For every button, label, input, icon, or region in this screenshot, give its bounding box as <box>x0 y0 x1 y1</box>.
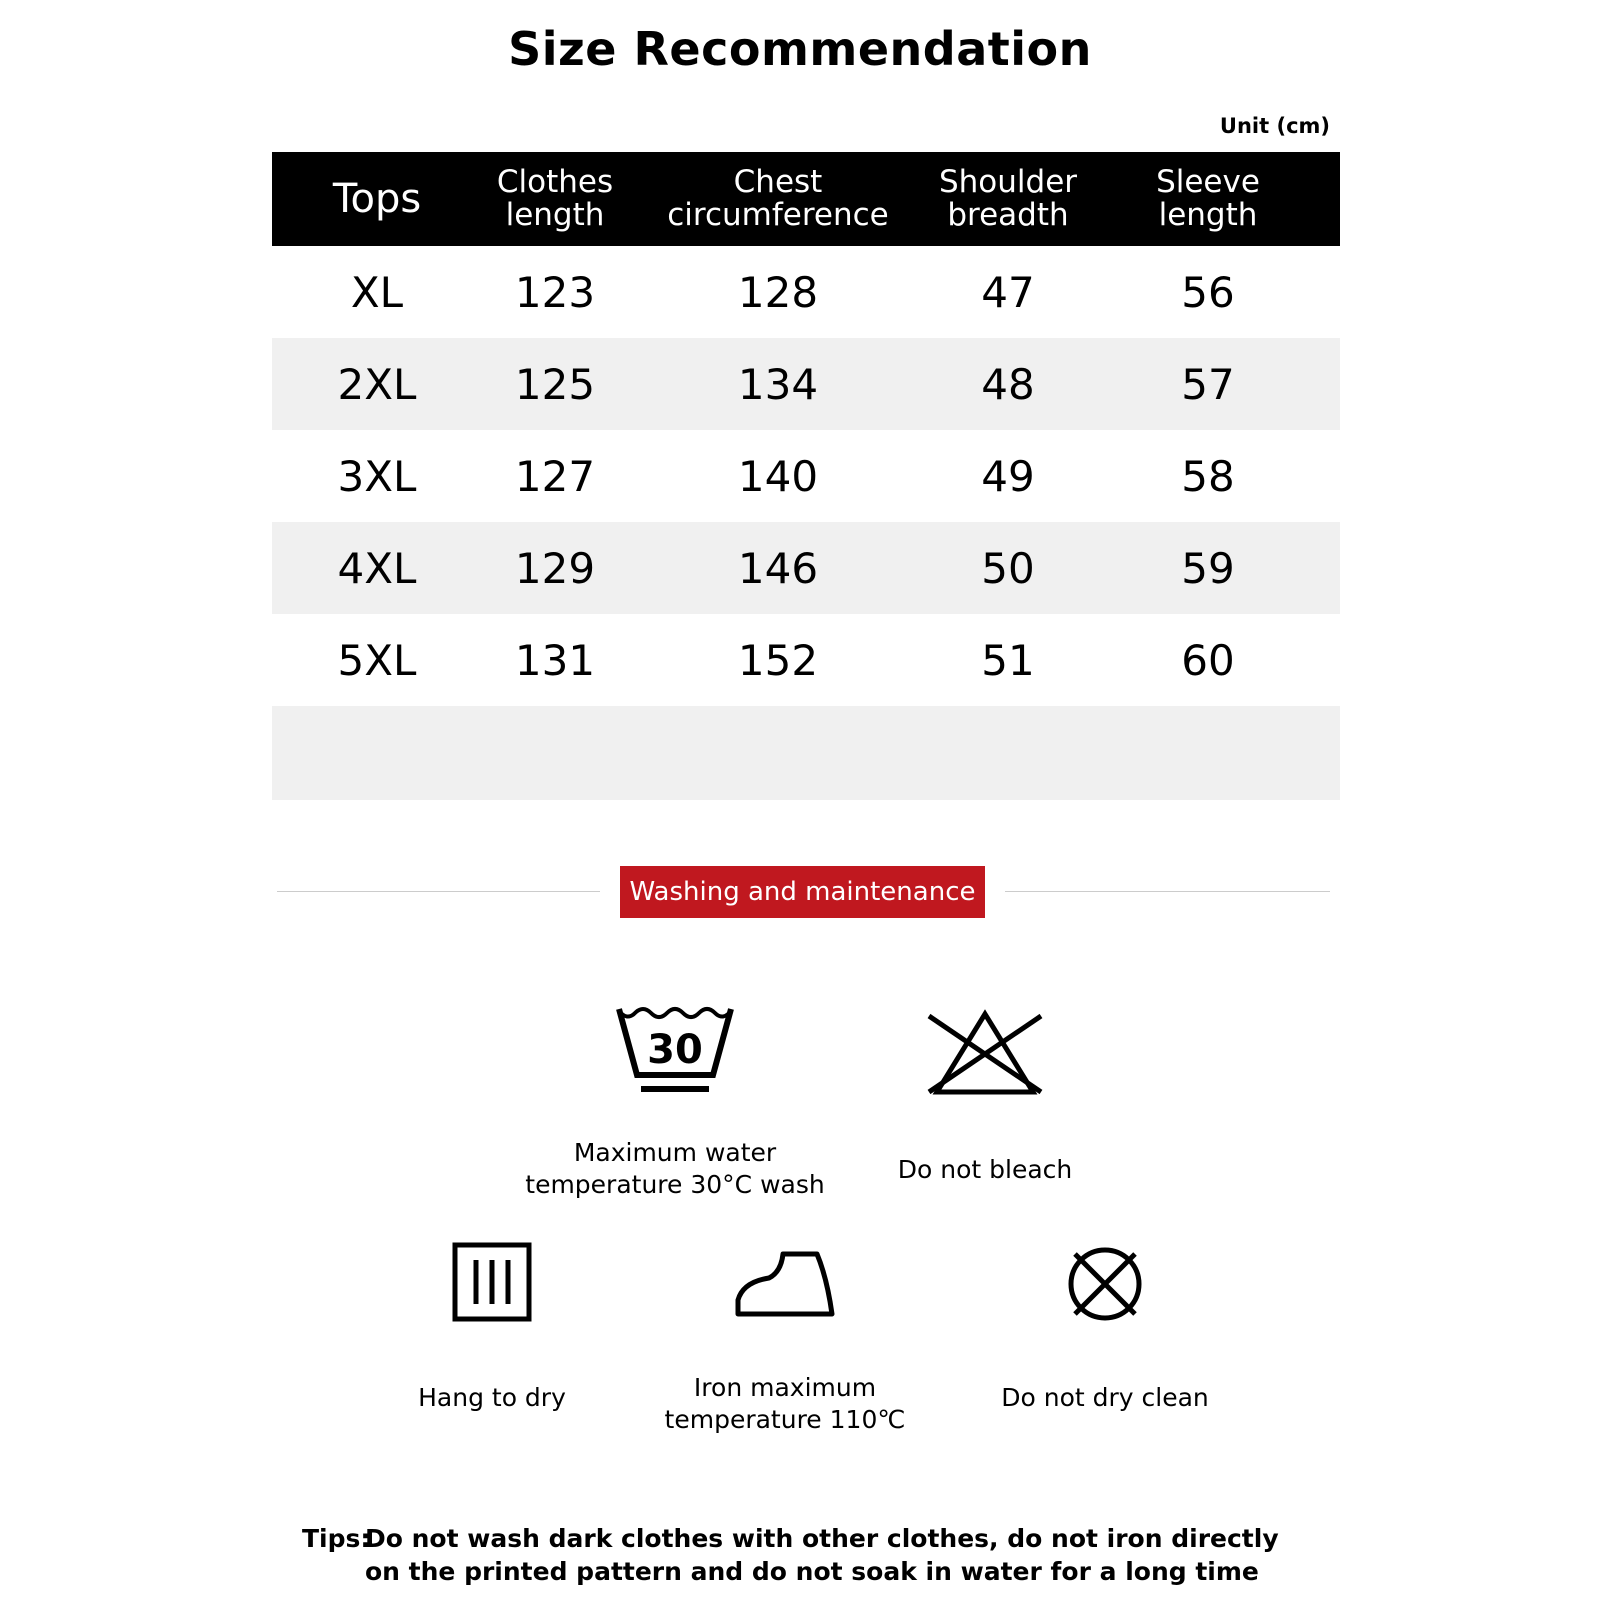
care-item-bleach <box>860 1008 1110 1186</box>
wash-30-icon <box>615 1005 735 1095</box>
care-item-wash <box>525 1005 825 1201</box>
shoulder-cell: 49 <box>981 451 1035 501</box>
table-row <box>272 614 1340 706</box>
iron-110-icon <box>735 1248 835 1318</box>
sleeve-cell: 59 <box>1181 543 1235 593</box>
size-cell: 5XL <box>337 635 417 685</box>
chest-cell: 128 <box>737 267 819 317</box>
header-tops: Tops <box>332 175 422 222</box>
care-label-iron: Iron maximum temperature 110℃ <box>664 1373 906 1434</box>
shoulder-cell: 50 <box>981 543 1035 593</box>
table-row <box>272 246 1340 338</box>
header-shoulder-breadth: Shoulder breadth <box>938 164 1078 233</box>
table-row <box>272 338 1340 430</box>
table-row <box>272 430 1340 522</box>
sleeve-cell: 57 <box>1181 359 1235 409</box>
divider-left <box>277 891 600 892</box>
size-cell: 3XL <box>337 451 417 501</box>
header-chest-circumference: Chest circumference <box>667 164 889 233</box>
sleeve-cell: 56 <box>1181 267 1235 317</box>
shoulder-cell: 51 <box>981 635 1035 685</box>
tips-prefix: Tips: <box>302 1524 371 1553</box>
care-item-dry-clean <box>965 1244 1245 1414</box>
size-cell: XL <box>350 267 404 317</box>
size-cell: 4XL <box>337 543 417 593</box>
chest-cell: 146 <box>737 543 819 593</box>
do-not-bleach-icon <box>925 1008 1045 1098</box>
do-not-dry-clean-icon <box>1065 1244 1145 1324</box>
clothes-length-cell: 125 <box>514 359 596 409</box>
care-item-hang <box>372 1242 612 1414</box>
table-header <box>272 152 1340 246</box>
care-label-bleach: Do not bleach <box>897 1155 1073 1184</box>
chest-cell: 134 <box>737 359 819 409</box>
clothes-length-cell: 123 <box>514 267 596 317</box>
tips <box>302 1522 1322 1588</box>
table-row <box>272 522 1340 614</box>
shoulder-cell: 47 <box>981 267 1035 317</box>
tips-text: Do not wash dark clothes with other clothes, do not iron directly on the printed pattern and do not soak in water for a long time <box>365 1524 1279 1586</box>
divider-right <box>1005 891 1330 892</box>
chest-cell: 152 <box>737 635 819 685</box>
hang-to-dry-icon <box>452 1242 532 1322</box>
empty-table-row <box>272 706 1340 800</box>
care-label-dry-clean: Do not dry clean <box>1001 1383 1209 1412</box>
care-label-wash: Maximum water temperature 30°C wash <box>525 1138 825 1199</box>
clothes-length-cell: 127 <box>514 451 596 501</box>
washing-banner: Washing and maintenance <box>620 866 985 918</box>
header-sleeve-length: Sleeve length <box>1156 164 1260 233</box>
care-label-hang: Hang to dry <box>418 1383 566 1412</box>
sleeve-cell: 60 <box>1181 635 1235 685</box>
chest-cell: 140 <box>737 451 819 501</box>
size-cell: 2XL <box>337 359 417 409</box>
care-item-iron <box>645 1248 925 1436</box>
header-clothes-length: Clothes length <box>496 164 614 233</box>
wash-temperature-text: 30 <box>647 1027 703 1073</box>
size-table <box>272 152 1340 800</box>
clothes-length-cell: 129 <box>514 543 596 593</box>
shoulder-cell: 48 <box>981 359 1035 409</box>
page-title: Size Recommendation <box>508 22 1092 76</box>
clothes-length-cell: 131 <box>514 635 596 685</box>
sleeve-cell: 58 <box>1181 451 1235 501</box>
unit-label: Unit (cm) <box>1219 114 1330 138</box>
